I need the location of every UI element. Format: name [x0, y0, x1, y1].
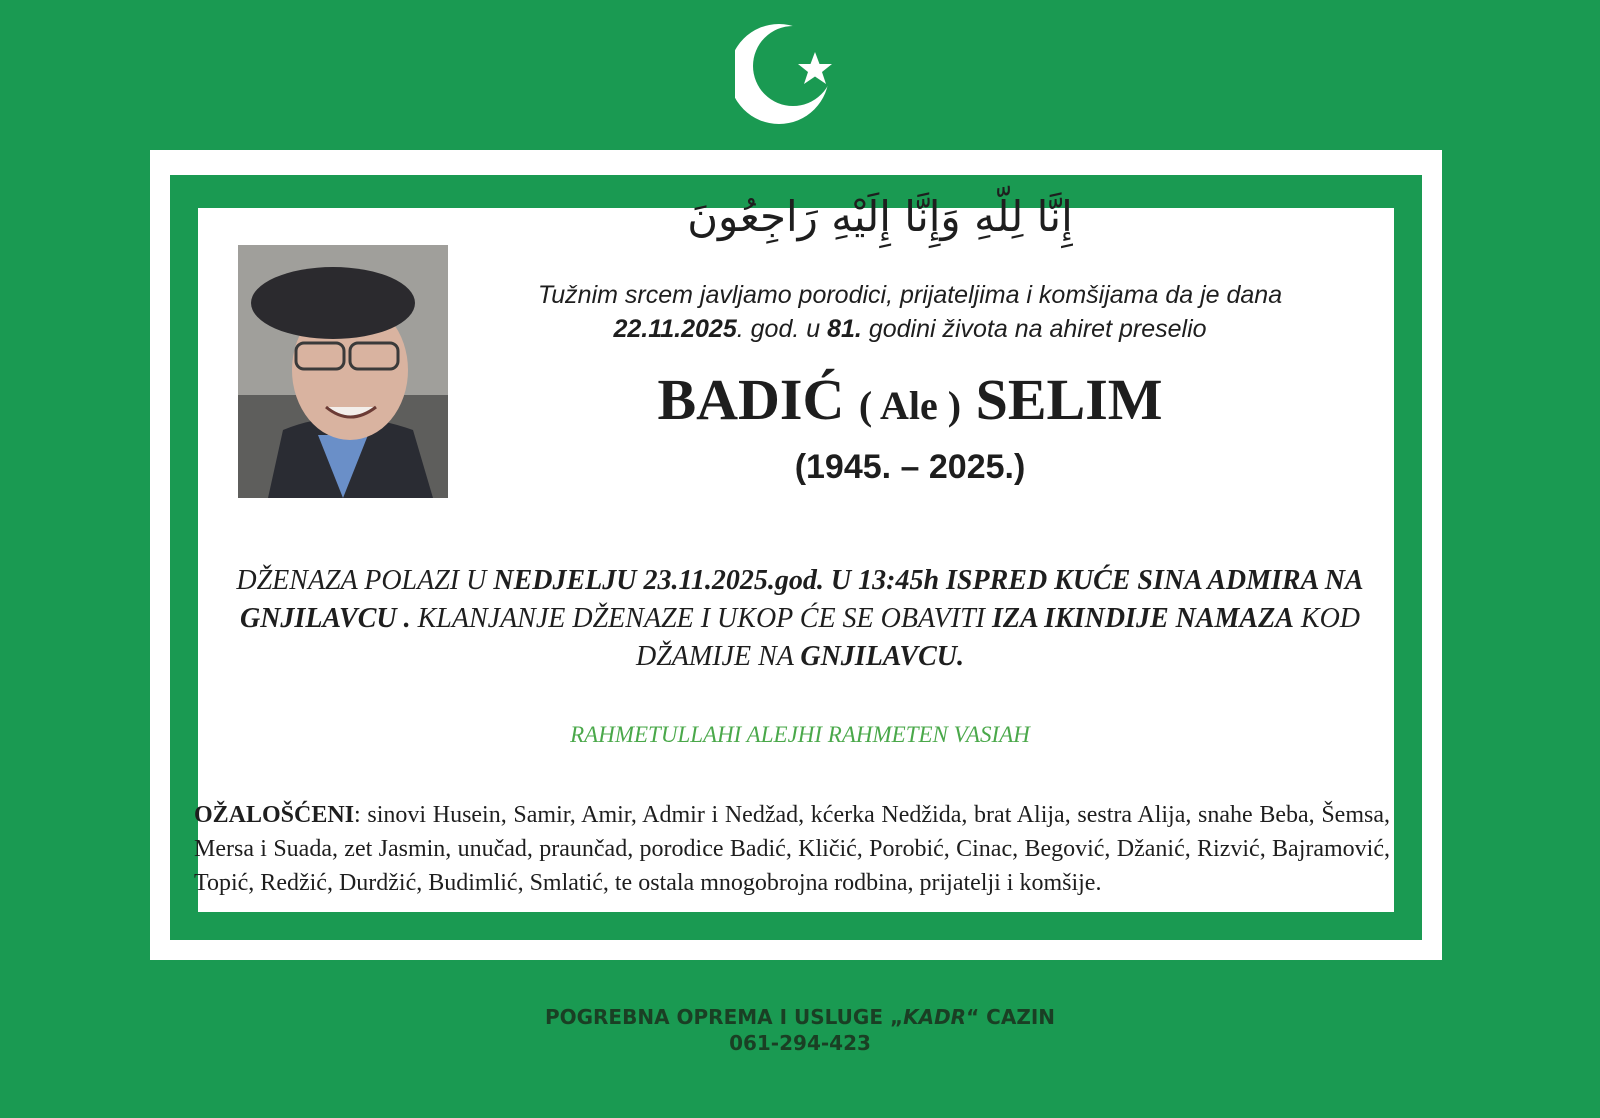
- deceased-name: [520, 365, 1300, 441]
- age: 81.: [827, 315, 862, 343]
- funeral-home-phone: 061-294-423: [729, 1031, 871, 1055]
- intro-after-date: . god. u: [736, 315, 828, 343]
- funeral-prayer-time: IZA IKINDIJE NAMAZA: [992, 603, 1294, 634]
- prayer-text: RAHMETULLAHI ALEJHI RAHMETEN VASIAH: [570, 722, 1030, 747]
- funeral-home-footer: [400, 1004, 1200, 1056]
- funeral-text-3: KOD DŽAMIJE NA: [636, 603, 1361, 672]
- intro-line-2: [460, 312, 1360, 346]
- funeral-text-1: DŽENAZA POLAZI U: [236, 565, 494, 596]
- nickname: ( Ale ): [858, 383, 962, 428]
- deceased-photo: [238, 245, 448, 498]
- mourners-list: [194, 798, 1390, 900]
- mourners-text: : sinovi Husein, Samir, Amir, Admir i Nedžad, kćerka Nedžida, brat Alija, sestra Alija, snahe Beba, Šemsa, Mersa i Suada, zet Jasmin, unučad, praunčad, porodice Badić, Kličić, Porobić, Cinac, Begović, Džanić, Rizvić, Bajramović, Topić, Redžić, Durdžić, Budimlić, Smlatić, te ostala mnogobrojna rodbina, prijatelji i komšije.: [194, 802, 1390, 896]
- crescent-star-icon: [735, 18, 855, 128]
- funeral-date-place: NEDJELJU 23.11.2025.god. U 13:45h ISPRED KUĆE SINA ADMIRA NA GNJILAVCU .: [239, 565, 1364, 634]
- company-prefix: POGREBNA OPREMA I USLUGE „: [544, 1005, 904, 1029]
- funeral-text-2: KLANJANJE DŽENAZE I UKOP ĆE SE OBAVITI: [410, 603, 993, 634]
- mourners-label: OŽALOŠĆENI: [194, 802, 355, 828]
- funeral-location: GNJILAVCU.: [800, 641, 964, 672]
- company-name: KADR: [903, 1005, 967, 1029]
- death-date: 22.11.2025: [613, 315, 737, 343]
- intro-text: [460, 278, 1360, 346]
- funeral-info: [200, 562, 1400, 676]
- intro-line-1: Tužnim srcem javljamo porodici, prijateljima i komšijama da je dana: [537, 281, 1283, 309]
- first-name: SELIM: [975, 367, 1163, 432]
- company-suffix: “ CAZIN: [966, 1005, 1056, 1029]
- intro-after-age: godini života na ahiret preselio: [861, 315, 1207, 343]
- life-years: (1945. – 2025.): [794, 448, 1026, 486]
- funeral-home-name: [400, 1004, 1200, 1030]
- surname: BADIĆ: [657, 367, 845, 432]
- arabic-verse: إِنَّا لِلّهِ وَإِنَّا إِلَيْهِ رَاجِعُونَ: [687, 192, 1073, 241]
